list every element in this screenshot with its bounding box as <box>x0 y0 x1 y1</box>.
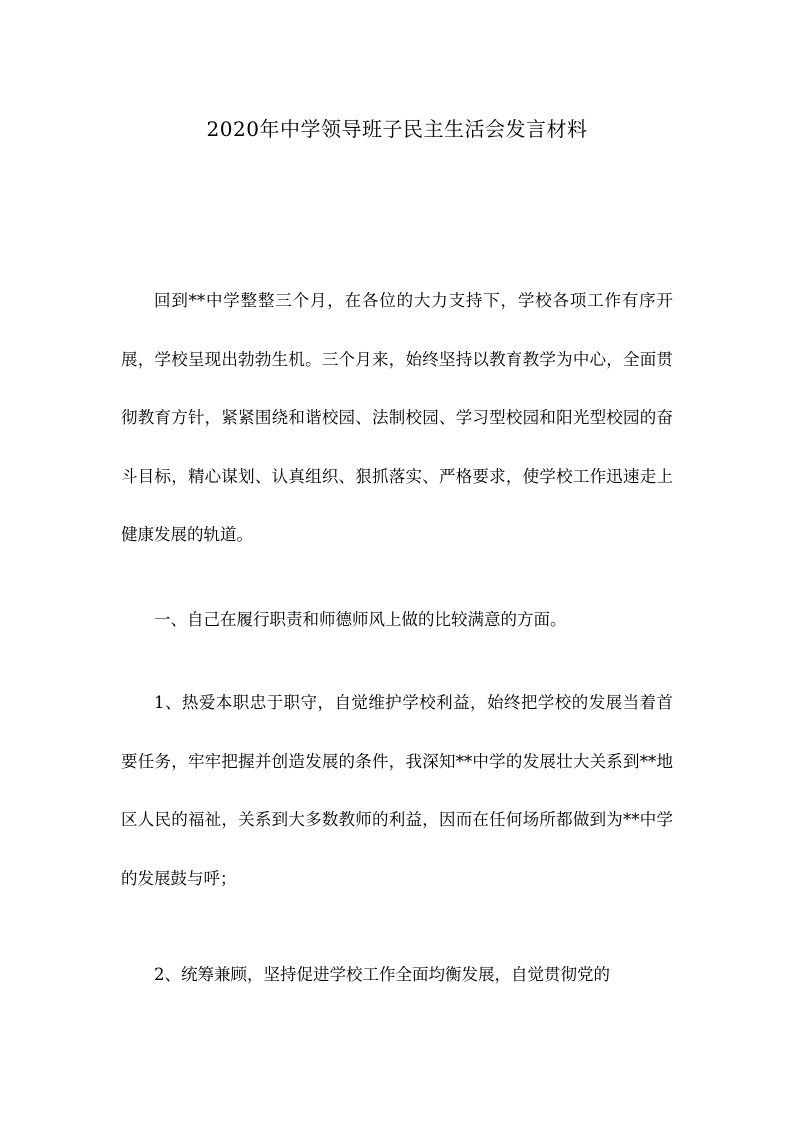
intro-paragraph: 回到**中学整整三个月，在各位的大力支持下，学校各项工作有序开展，学校呈现出勃勃生机。三个月来，始终坚持以教育教学为中心，全面贯彻教育方针，紧紧围绕和谐校园、法制校园、学习型校园和阳光型校园的奋斗目标，精心谋划、认真组织、狠抓落实、严格要求，使学校工作迅速走上健康发展的轨道。 <box>121 291 673 544</box>
section-heading-1: 一、自己在履行职责和师德师风上做的比较满意的方面。 <box>154 610 567 629</box>
document-title: 2020年中学领导班子民主生活会发言材料 <box>206 117 588 141</box>
item-paragraph-1: 1、热爱本职忠于职守，自觉维护学校利益，始终把学校的发展当着首要任务，牢牢把握并创造发展的条件，我深知**中学的发展壮大关系到**地区人民的福祉，关系到大多数教师的利益，因而在任何场所都做到为**中学的发展鼓与呼； <box>121 693 673 888</box>
item-paragraph-2: 2、统筹兼顾，坚持促进学校工作全面均衡发展，自觉贯彻党的 <box>154 965 610 984</box>
